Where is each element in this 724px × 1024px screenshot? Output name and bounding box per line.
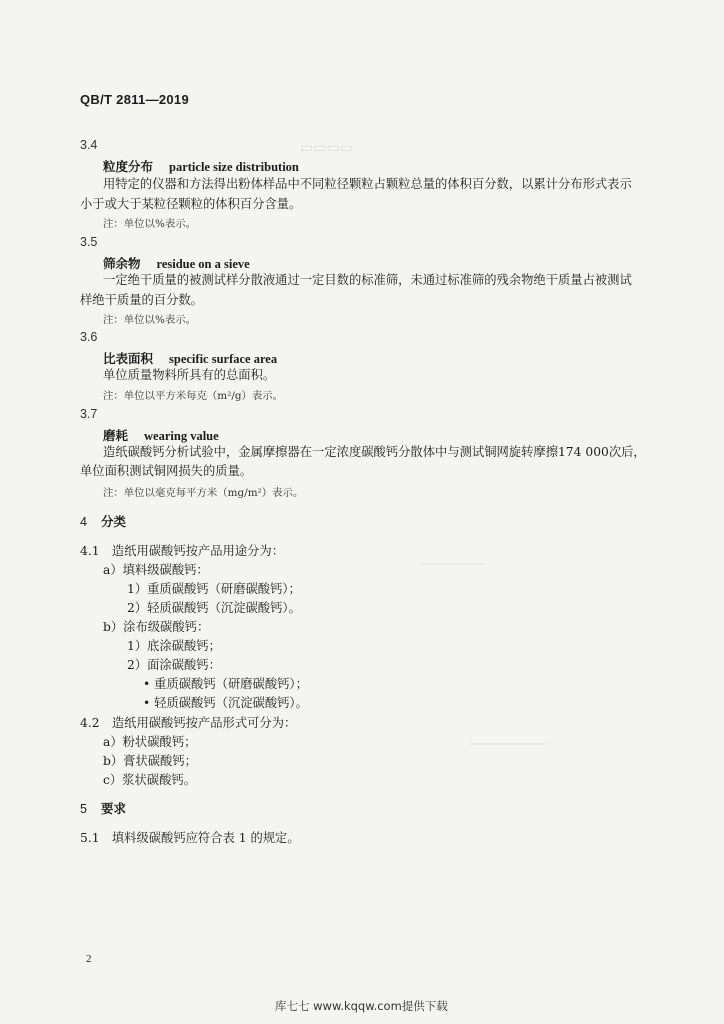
list-item: a）粉状碳酸钙； bbox=[103, 735, 197, 749]
term-definition-line: 单位质量物料所具有的总面积。 bbox=[103, 368, 276, 382]
clause-text: 5.1 填料级碳酸钙应符合表 1 的规定。 bbox=[80, 831, 300, 845]
term-definition-line: 单位面积测试铜网损失的质量。 bbox=[80, 464, 253, 478]
list-item: 2）轻质碳酸钙（沉淀碳酸钙）。 bbox=[127, 601, 301, 615]
term-zh: 筛余物 bbox=[103, 256, 141, 271]
list-item: b）膏状碳酸钙； bbox=[103, 754, 197, 768]
list-item: • 轻质碳酸钙（沉淀碳酸钙）。 bbox=[143, 696, 308, 710]
bleed-through-text: ▭▭▭▭ bbox=[300, 140, 353, 156]
term-note: 注：单位以%表示。 bbox=[103, 314, 196, 326]
clause-text: 4.2 造纸用碳酸钙按产品形式可分为： bbox=[80, 716, 297, 730]
clause-text: 4.1 造纸用碳酸钙按产品用途分为： bbox=[80, 544, 285, 558]
term-zh: 比表面积 bbox=[103, 351, 154, 366]
term-definition-line: 小于或大于某粒径颗粒的体积百分含量。 bbox=[80, 197, 302, 211]
term-en: specific surface area bbox=[169, 352, 278, 366]
term-note: 注：单位以平方米每克（m²/g）表示。 bbox=[103, 390, 284, 402]
term-zh: 磨耗 bbox=[103, 428, 129, 443]
list-item: • 重质碳酸钙（研磨碳酸钙）； bbox=[143, 677, 308, 691]
term-number: 3.5 bbox=[80, 235, 98, 249]
section-title: 分类 bbox=[100, 514, 126, 529]
bleed-through-text: ────────────── bbox=[470, 740, 546, 750]
term-definition-line: 一定绝干质量的被测试样分散液通过一定目数的标准筛，未通过标准筛的残余物绝干质量占被测试 bbox=[103, 273, 632, 287]
term-en: wearing value bbox=[144, 429, 219, 443]
list-item: b）涂布级碳酸钙： bbox=[103, 620, 210, 634]
term-note: 注：单位以%表示。 bbox=[103, 218, 196, 230]
term-number: 3.6 bbox=[80, 330, 98, 344]
term-note: 注：单位以毫克每平方米（mg/m²）表示。 bbox=[103, 487, 304, 499]
list-item: a）填料级碳酸钙： bbox=[103, 563, 209, 577]
section-heading bbox=[80, 799, 126, 817]
term-zh: 粒度分布 bbox=[103, 159, 154, 174]
section-number: 4 bbox=[80, 515, 87, 529]
list-item: 2）面涂碳酸钙： bbox=[127, 658, 221, 672]
term-en: residue on a sieve bbox=[156, 257, 250, 271]
term-number: 3.7 bbox=[80, 407, 98, 421]
section-heading bbox=[80, 512, 126, 530]
term-definition-line: 样绝干质量的百分数。 bbox=[80, 293, 203, 307]
download-footer: 库七七 www.kqqw.com提供下载 bbox=[275, 999, 448, 1013]
list-item: c）浆状碳酸钙。 bbox=[103, 773, 196, 787]
standard-number-header: QB/T 2811—2019 bbox=[80, 92, 189, 107]
term-title bbox=[103, 157, 299, 175]
section-number: 5 bbox=[80, 802, 87, 816]
term-definition-line: 造纸碳酸钙分析试验中，金属摩擦器在一定浓度碳酸钙分散体中与测试铜网旋转摩擦174 000次后， bbox=[103, 445, 646, 459]
list-item: 1）底涂碳酸钙； bbox=[127, 639, 221, 653]
term-number: 3.4 bbox=[80, 138, 98, 152]
list-item: 1）重质碳酸钙（研磨碳酸钙）； bbox=[127, 582, 301, 596]
section-title: 要求 bbox=[100, 801, 126, 816]
page-number: 2 bbox=[86, 953, 92, 965]
term-definition-line: 用特定的仪器和方法得出粉体样品中不同粒径颗粒占颗粒总量的体积百分数，以累计分布形式表示 bbox=[103, 177, 632, 191]
bleed-through-text: ──────────── bbox=[420, 560, 486, 570]
term-en: particle size distribution bbox=[169, 160, 299, 174]
